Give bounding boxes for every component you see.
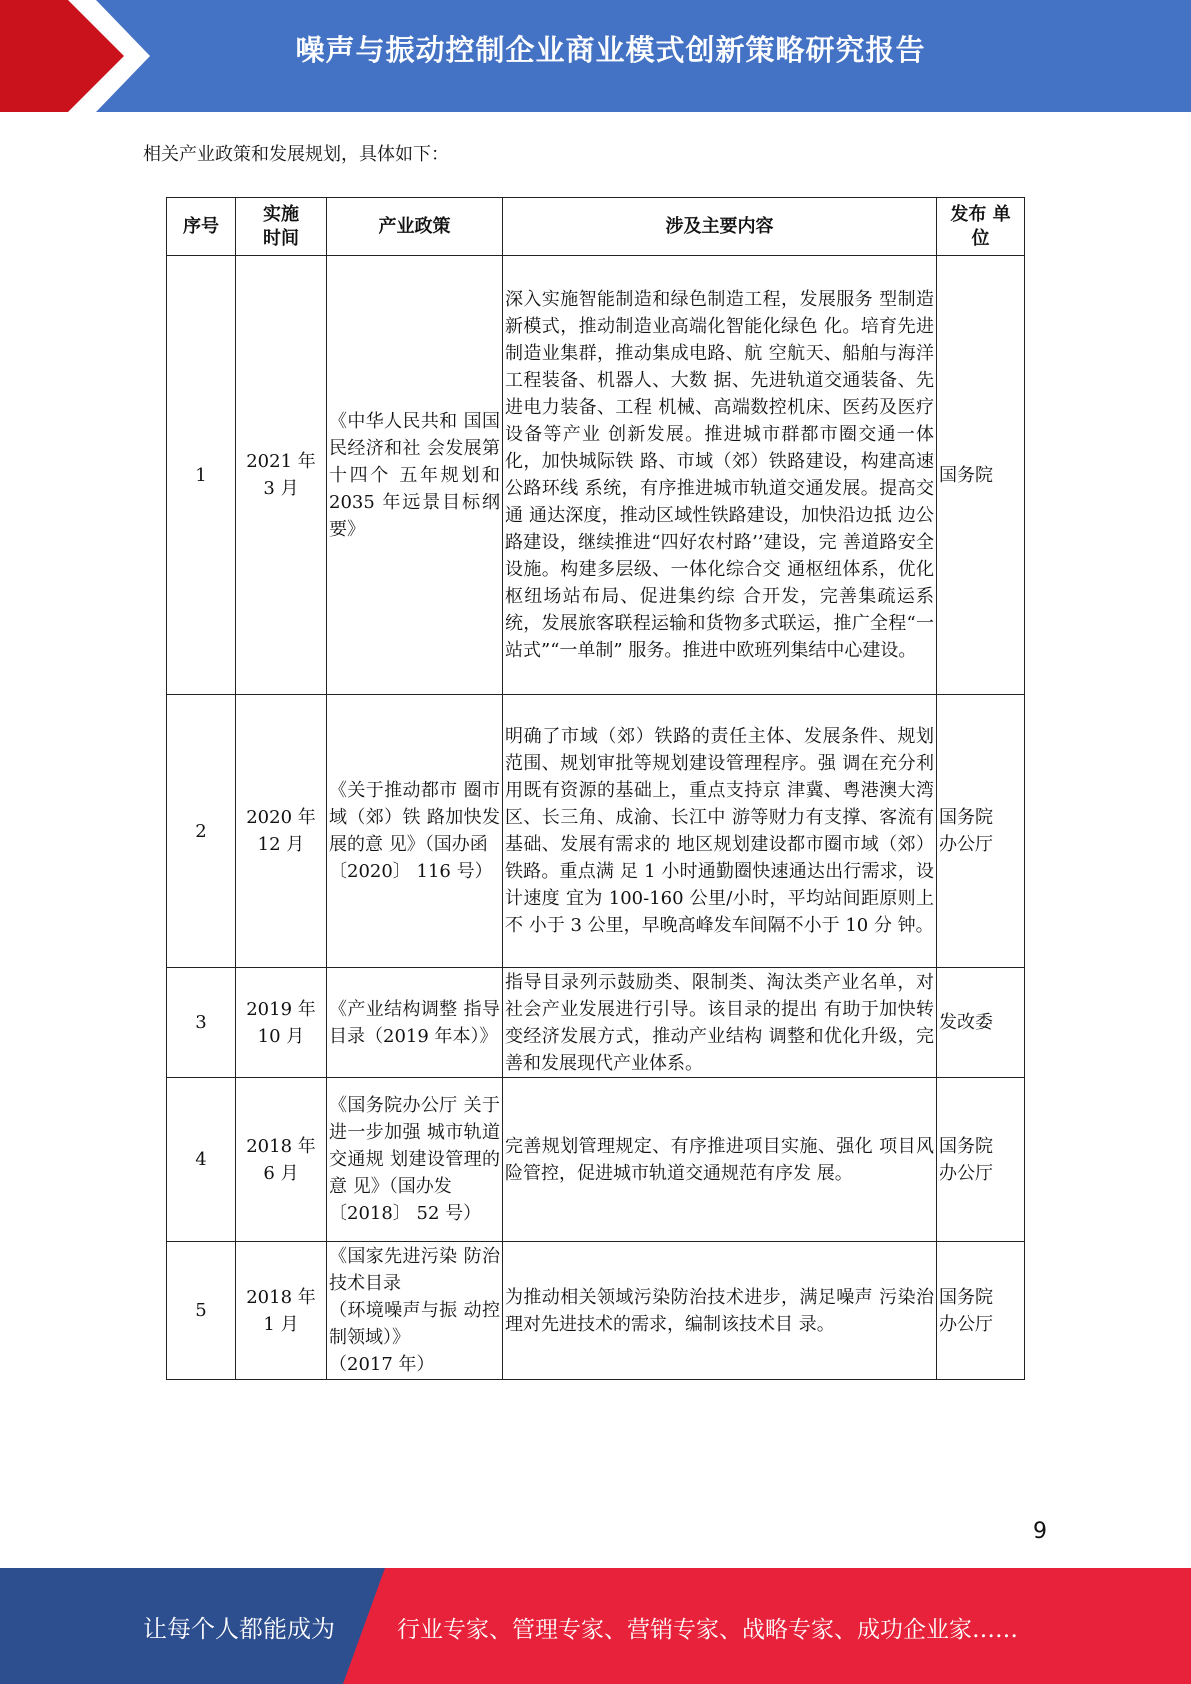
row-content: 为推动相关领域污染防治技术进步，满足噪声 污染治理对先进技术的需求，编制该技术目 录。 bbox=[503, 1242, 937, 1380]
row-time: 2018 年 6 月 bbox=[236, 1078, 327, 1242]
row-time: 2018 年 1 月 bbox=[236, 1242, 327, 1380]
row-no: 3 bbox=[167, 968, 236, 1078]
header-content: 涉及主要内容 bbox=[503, 198, 937, 256]
footer-slogan-left: 让每个人都能成为 bbox=[143, 1615, 335, 1643]
row-policy: 《国务院办公厅 关于进一步加强 城市轨道交通规 划建设管理的意 见》（国办发 〔2018〕 52 号） bbox=[327, 1078, 503, 1242]
row-content: 完善规划管理规定、有序推进项目实施、强化 项目风险管控，促进城市轨道交通规范有序发 展。 bbox=[503, 1078, 937, 1242]
row-publisher: 国务院 办公厅 bbox=[937, 695, 1025, 968]
header-policy: 产业政策 bbox=[327, 198, 503, 256]
row-policy: 《国家先进污染 防治技术目录 （环境噪声与振 动控制领域）》 （2017 年） bbox=[327, 1242, 503, 1380]
table-row bbox=[167, 1078, 1025, 1242]
row-time: 2020 年 12 月 bbox=[236, 695, 327, 968]
table-header-row bbox=[167, 198, 1025, 256]
report-title: 噪声与振动控制企业商业模式创新策略研究报告 bbox=[295, 33, 926, 67]
table-row bbox=[167, 695, 1025, 968]
row-publisher: 国务院 办公厅 bbox=[937, 1242, 1025, 1380]
intro-text: 相关产业政策和发展规划，具体如下： bbox=[143, 144, 449, 165]
row-content: 指导目录列示鼓励类、限制类、淘汰类产业名单，对社会产业发展进行引导。该目录的提出 有助于加快转变经济发展方式，推动产业结构 调整和优化升级，完善和发展现代产业体系。 bbox=[503, 968, 937, 1078]
row-policy: 《关于推动都市 圈市域（郊）铁 路加快发展的意 见》（国办函 〔2020〕 116 号） bbox=[327, 695, 503, 968]
row-time: 2021 年 3 月 bbox=[236, 256, 327, 695]
row-time: 2019 年 10 月 bbox=[236, 968, 327, 1078]
row-no: 1 bbox=[167, 256, 236, 695]
footer-slogan-right: 行业专家、管理专家、营销专家、战略专家、成功企业家…… bbox=[397, 1617, 1018, 1643]
footer-banner bbox=[0, 1568, 1191, 1684]
row-content: 深入实施智能制造和绿色制造工程，发展服务 型制造新模式，推动制造业高端化智能化绿色 化。培育先进制造业集群，推动集成电路、航 空航天、船舶与海洋工程装备、机器人、大数 据、先进轨道交通装备、先进电力装备、工程 机械、高端数控机床、医药及医疗设备等产业 创新发展。推进城市群都市圈交通一体化，加快城际铁 路、市域（郊）铁路建设，构建高速公路环线 系统，有序推进城市轨道交通发展。提高交通 通达深度，推动区域性铁路建设，加快沿边抵 边公路建设，继续推进“四好农村路’’建设，完 善道路安全设施。构建多层级、一体化综合交 通枢纽体系，优化枢纽场站布局、促进集约综 合开发，完善集疏运系统，发展旅客联程运输和货物多式联运，推广全程“一站式”“一单制” 服务。推进中欧班列集结中心建设。 bbox=[503, 256, 937, 695]
row-no: 5 bbox=[167, 1242, 236, 1380]
header-time: 实施 时间 bbox=[236, 198, 327, 256]
row-policy: 《中华人民共和 国国民经济和社 会发展第十四个 五年规划和 2035 年远景目标纲 要》 bbox=[327, 256, 503, 695]
row-publisher: 发改委 bbox=[937, 968, 1025, 1078]
table-row bbox=[167, 256, 1025, 695]
header-banner bbox=[0, 0, 1191, 112]
header-no: 序号 bbox=[167, 198, 236, 256]
row-publisher: 国务院 办公厅 bbox=[937, 1078, 1025, 1242]
row-no: 2 bbox=[167, 695, 236, 968]
policy-table bbox=[166, 197, 1025, 1380]
page-number: 9 bbox=[1033, 1519, 1047, 1544]
row-policy: 《产业结构调整 指导目录（2019 年本）》 bbox=[327, 968, 503, 1078]
header-publisher: 发布 单 位 bbox=[937, 198, 1025, 256]
row-no: 4 bbox=[167, 1078, 236, 1242]
table-row bbox=[167, 968, 1025, 1078]
table-row bbox=[167, 1242, 1025, 1380]
row-publisher: 国务院 bbox=[937, 256, 1025, 695]
row-content: 明确了市域（郊）铁路的责任主体、发展条件、规划范围、规划审批等规划建设管理程序。强 调在充分利用既有资源的基础上，重点支持京 津冀、粤港澳大湾区、长三角、成渝、长江中 游等财力有支撑、客流有基础、发展有需求的 地区规划建设都市圈市域（郊）铁路。重点满 足 1 小时通勤圈快速通达出行需求，设计速度 宜为 100-160 公里/小时，平均站间距原则上不 小于 3 公里，早晚高峰发车间隔不小于 10 分 钟。 bbox=[503, 695, 937, 968]
